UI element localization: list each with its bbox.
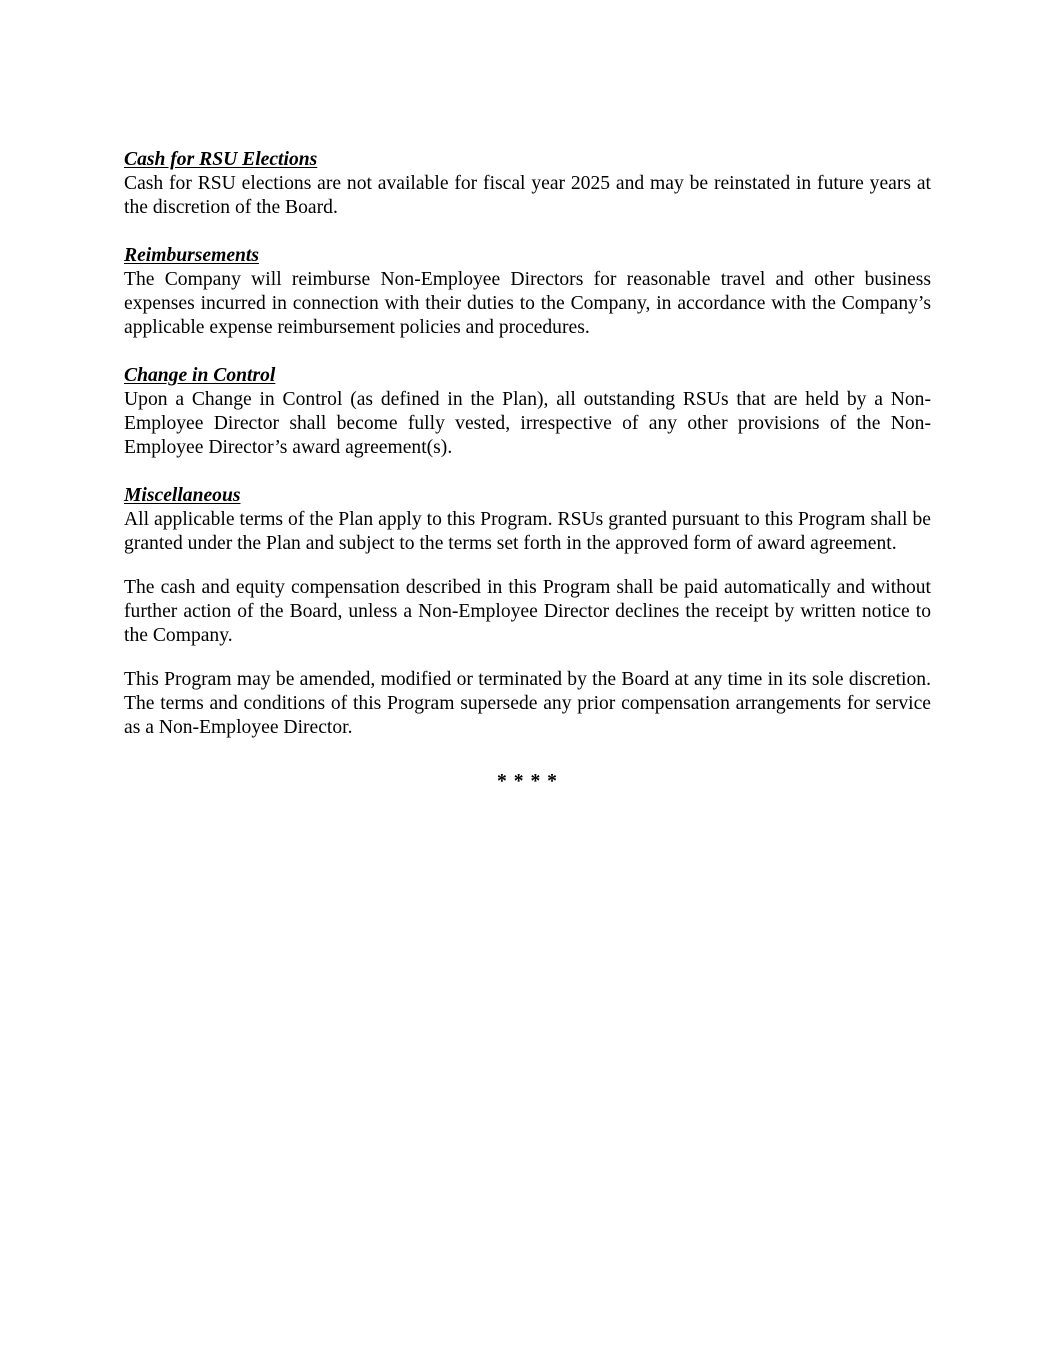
document-page bbox=[124, 148, 931, 794]
section-paragraph: The Company will reimburse Non-Employee Directors for reasonable travel and other business expenses incurred in connection with their duties to the Company, in accordance with the Company’s applicable expense reimbursement policies and procedures. bbox=[124, 269, 931, 338]
section-heading: Reimbursements bbox=[124, 245, 259, 266]
end-of-document-marker: * * * * bbox=[497, 771, 558, 792]
section-cash-for-rsu-elections bbox=[124, 148, 931, 220]
section-change-in-control bbox=[124, 364, 931, 460]
section-paragraph: All applicable terms of the Plan apply to this Program. RSUs granted pursuant to this Program shall be granted under the Plan and subject to the terms set forth in the approved form of award agreement. bbox=[124, 509, 931, 554]
section-heading: Miscellaneous bbox=[124, 485, 241, 506]
section-miscellaneous bbox=[124, 484, 931, 740]
section-reimbursements bbox=[124, 244, 931, 340]
section-heading: Cash for RSU Elections bbox=[124, 149, 318, 170]
section-paragraph: The cash and equity compensation described in this Program shall be paid automatically and without further action of the Board, unless a Non-Employee Director declines the receipt by written notice to the Company. bbox=[124, 577, 931, 646]
section-paragraph: Cash for RSU elections are not available for fiscal year 2025 and may be reinstated in future years at the discretion of the Board. bbox=[124, 173, 931, 218]
section-paragraph: Upon a Change in Control (as defined in the Plan), all outstanding RSUs that are held by a Non-Employee Director shall become fully vested, irrespective of any other provisions of the Non-Employee Director’s award agreement(s). bbox=[124, 389, 931, 458]
section-paragraph: This Program may be amended, modified or terminated by the Board at any time in its sole discretion. The terms and conditions of this Program supersede any prior compensation arrangements for service as a Non-Employee Director. bbox=[124, 669, 931, 738]
section-heading: Change in Control bbox=[124, 365, 276, 386]
